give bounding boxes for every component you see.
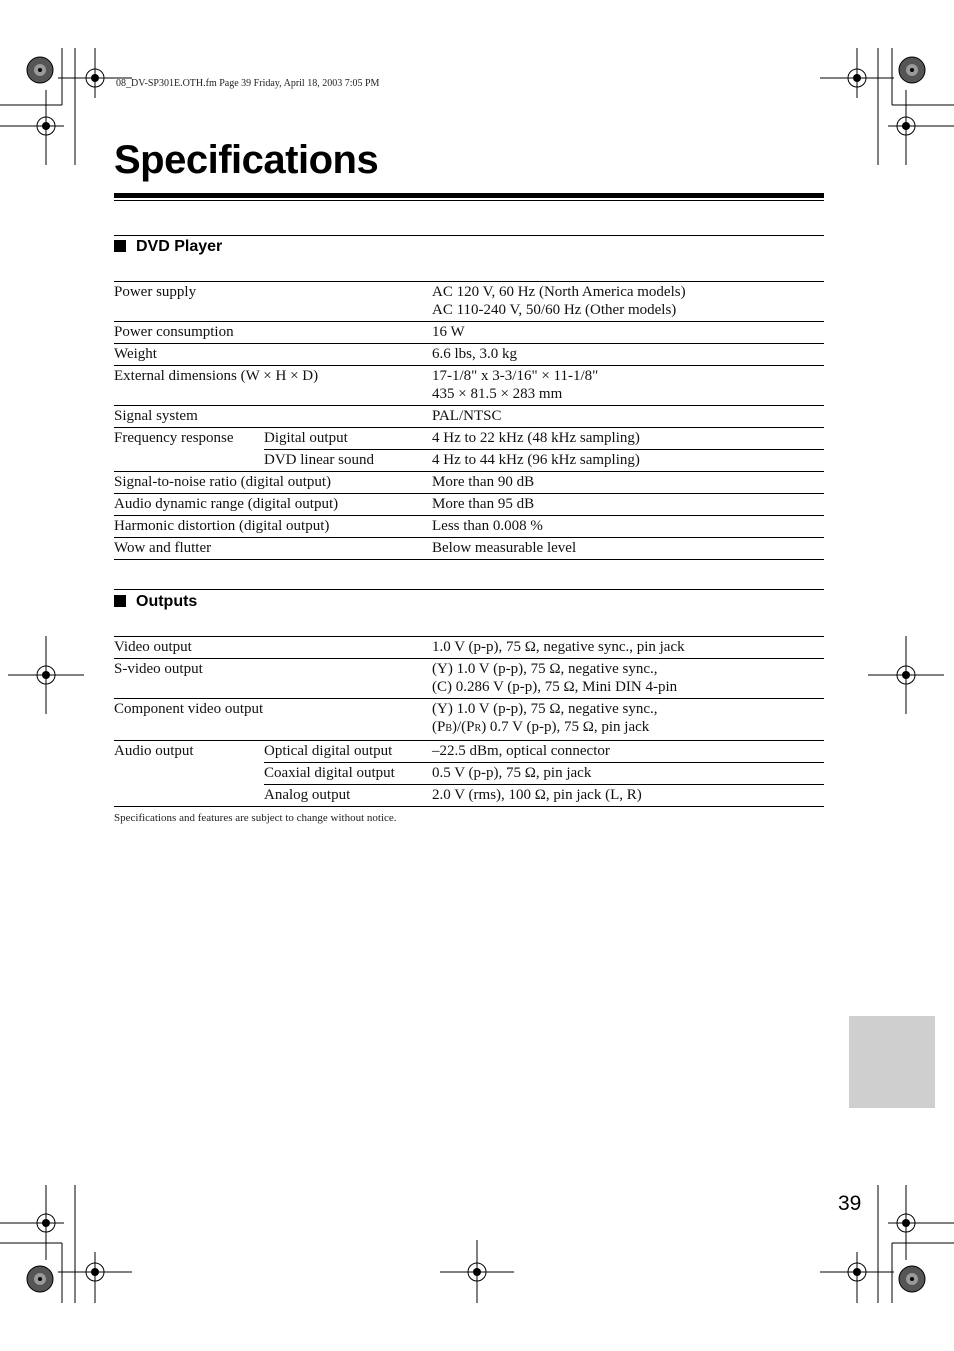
spec-value-line: (Y) 1.0 V (p-p), 75 Ω, negative sync., — [432, 701, 658, 717]
spec-label: S-video output — [114, 659, 432, 699]
page-number: 39 — [838, 1192, 862, 1215]
table-row — [114, 659, 824, 699]
pr-prefix: )/(P — [452, 719, 475, 735]
spec-value: 2.0 V (rms), 100 Ω, pin jack (L, R) — [432, 785, 824, 807]
section-heading-text: Outputs — [136, 593, 198, 610]
pr-subscript: R — [474, 723, 482, 734]
spec-value: 16 W — [432, 322, 824, 344]
spec-value: 0.5 V (p-p), 75 Ω, pin jack — [432, 763, 824, 785]
outputs-spec-table — [114, 636, 824, 807]
spec-value: More than 95 dB — [432, 494, 824, 516]
spec-label: Power consumption — [114, 322, 432, 344]
spec-label: External dimensions (W × H × D) — [114, 366, 432, 406]
title-rule-thick — [114, 193, 824, 198]
file-header-note: 08_DV-SP301E.OTH.fm Page 39 Friday, April 18, 2003 7:05 PM — [116, 78, 380, 89]
spec-label: Weight — [114, 344, 432, 366]
section-heading-dvd-player — [114, 238, 222, 256]
table-row — [114, 472, 824, 494]
spec-sublabel: Analog output — [264, 785, 432, 807]
spec-label: Harmonic distortion (digital output) — [114, 516, 432, 538]
spec-sublabel: Digital output — [264, 428, 432, 450]
table-row — [114, 406, 824, 428]
table-row — [114, 538, 824, 560]
square-bullet-icon — [114, 240, 126, 252]
table-row — [114, 637, 824, 659]
component-value-tail: ) 0.7 V (p-p), 75 Ω, pin jack — [481, 719, 650, 735]
pb-subscript: B — [445, 723, 453, 734]
table-row — [114, 428, 824, 450]
spec-sublabel: DVD linear sound — [264, 450, 432, 472]
pb-prefix: (P — [432, 719, 446, 735]
spec-value: PAL/NTSC — [432, 406, 824, 428]
spec-value — [432, 282, 824, 322]
page-title: Specifications — [114, 138, 379, 182]
table-row — [114, 699, 824, 741]
spec-value-line: (Y) 1.0 V (p-p), 75 Ω, negative sync., — [432, 661, 658, 677]
table-row — [114, 516, 824, 538]
spec-label: Component video output — [114, 699, 432, 741]
spec-value-line: 435 × 81.5 × 283 mm — [432, 386, 563, 402]
table-row — [114, 494, 824, 516]
table-row — [114, 366, 824, 406]
spec-label: Frequency response — [114, 428, 264, 472]
footnote: Specifications and features are subject to change without notice. — [114, 812, 397, 824]
spec-value: 4 Hz to 44 kHz (96 kHz sampling) — [432, 450, 824, 472]
spec-value-line: AC 120 V, 60 Hz (North America models) — [432, 284, 686, 300]
square-bullet-icon — [114, 595, 126, 607]
spec-value — [432, 699, 824, 741]
spec-value-line — [432, 718, 824, 738]
spec-label: Power supply — [114, 282, 432, 322]
spec-value: Less than 0.008 % — [432, 516, 824, 538]
spec-value — [432, 659, 824, 699]
table-row — [114, 282, 824, 322]
section-rule-dvd — [114, 235, 824, 236]
dvd-player-spec-table — [114, 281, 824, 560]
section-heading-outputs — [114, 593, 197, 611]
spec-value: Below measurable level — [432, 538, 824, 560]
section-heading-text: DVD Player — [136, 238, 223, 255]
spec-sublabel: Coaxial digital output — [264, 763, 432, 785]
spec-value-line: 17-1/8" x 3-3/16" × 11-1/8" — [432, 368, 599, 384]
spec-label: Signal system — [114, 406, 432, 428]
spec-value: –22.5 dBm, optical connector — [432, 741, 824, 763]
spec-label: Video output — [114, 637, 432, 659]
spec-value — [432, 366, 824, 406]
title-rule-thin — [114, 200, 824, 201]
table-row — [114, 344, 824, 366]
spec-value: 4 Hz to 22 kHz (48 kHz sampling) — [432, 428, 824, 450]
spec-label: Audio output — [114, 741, 264, 807]
spec-value: More than 90 dB — [432, 472, 824, 494]
spec-sublabel: Optical digital output — [264, 741, 432, 763]
spec-label: Wow and flutter — [114, 538, 432, 560]
spec-value-line: AC 110-240 V, 50/60 Hz (Other models) — [432, 302, 677, 318]
spec-value: 1.0 V (p-p), 75 Ω, negative sync., pin jack — [432, 637, 824, 659]
spec-label: Audio dynamic range (digital output) — [114, 494, 432, 516]
section-rule-outputs — [114, 589, 824, 590]
spec-value: 6.6 lbs, 3.0 kg — [432, 344, 824, 366]
table-row — [114, 741, 824, 763]
spec-label: Signal-to-noise ratio (digital output) — [114, 472, 432, 494]
spec-value-line: (C) 0.286 V (p-p), 75 Ω, Mini DIN 4-pin — [432, 679, 678, 695]
side-thumb-tab — [849, 1016, 935, 1108]
table-row — [114, 322, 824, 344]
